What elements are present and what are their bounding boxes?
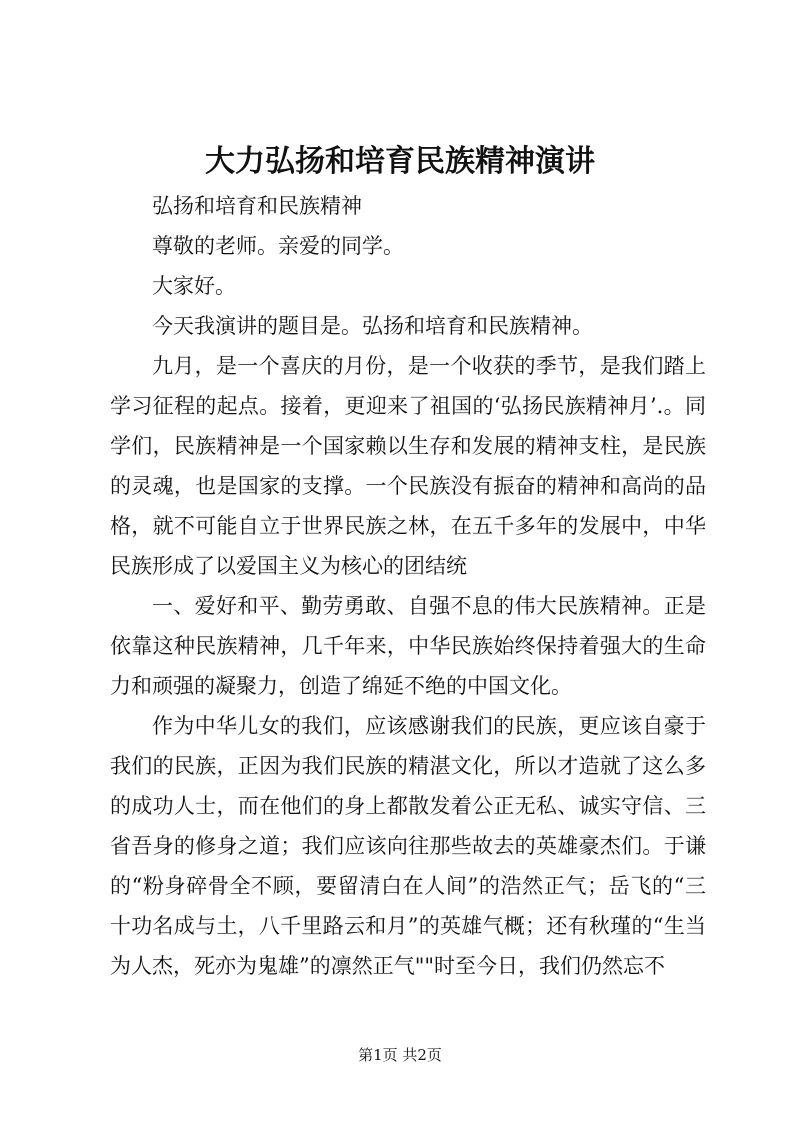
page-footer: 第1页 共2页	[358, 1046, 442, 1064]
paragraph-topic: 今天我演讲的题目是。弘扬和培育和民族精神。	[152, 314, 593, 338]
paragraph-national-spirit: 一、爱好和平、勤劳勇敢、自强不息的伟大民族精神。正是依靠这种民族精神，几千年来，中华民族始终保持着强大的生命力和顽强的凝聚力，创造了绵延不绝的中国文化。	[110, 594, 706, 698]
paragraph-september: 九月，是一个喜庆的月份，是一个收获的季节，是我们踏上学习征程的起点。接着，更迎来了祖国的‘弘扬民族精神月’.。同学们，民族精神是一个国家赖以生存和发展的精神支柱，是民族的灵魂，也是国家的支撑。一个民族没有振奋的精神和高尚的品格，就不可能自立于世界民族之林，在五千多年的发展中，中华民族形成了以爱国主义为核心的团结统	[110, 354, 706, 578]
paragraph-heroes: 作为中华儿女的我们，应该感谢我们的民族，更应该自豪于我们的民族，正因为我们民族的精湛文化，所以才造就了这么多的成功人士，而在他们的身上都散发着公正无私、诚实守信、三省吾身的修身之道；我们应该向往那些故去的英雄豪杰们。于谦的“粉身碎骨全不顾，要留清白在人间”的浩然正气；岳飞的“三十功名成与土，八千里路云和月”的英雄气概；还有秋瑾的“生当为人杰，死亦为鬼雄”的凛然正气""时至今日，我们仍然忘不	[110, 714, 706, 978]
paragraph-subtitle: 弘扬和培育和民族精神	[152, 194, 362, 218]
document-title: 大力弘扬和培育民族精神演讲	[205, 144, 595, 179]
paragraph-salutation: 尊敬的老师。亲爱的同学。	[152, 234, 404, 258]
document-body	[110, 186, 706, 986]
paragraph-greeting: 大家好。	[152, 274, 236, 298]
